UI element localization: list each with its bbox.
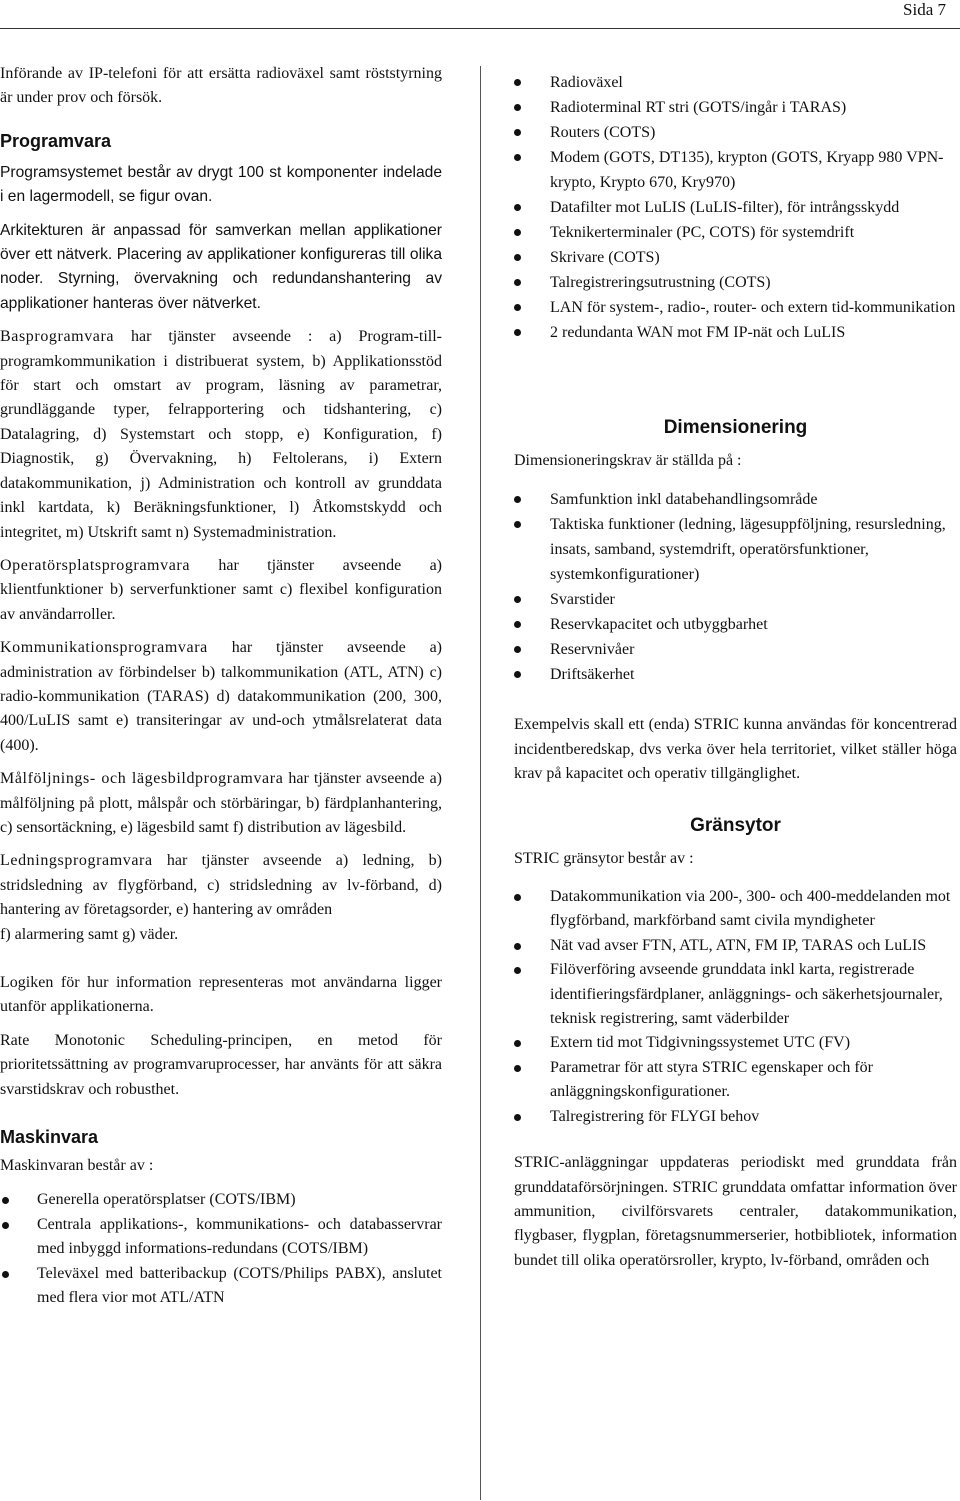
list-item: Televäxel med batteribackup (COTS/Philips PABX), anslutet med flera vior mot ATL/ATN [0,1262,442,1311]
programvara-paragraph-2: Arkitekturen är anpassad för samverkan mellan applikationer över ett nätverk. Placering av applikationer konfigureras till olika noder. Styrning, övervakning och redundanshantering av applikationer hanteras över nätverket. [0,221,442,312]
rate-paragraph: Rate Monotonic Scheduling-principen, en metod för prioritetssättning av programvaruprocesser, har använts för att säkra svarstidskrav och robusthet. [0,1031,442,1098]
bullet-icon [514,104,521,111]
list-item: Talregistrering för FLYGI behov [514,1105,957,1129]
list-item: Skrivare (COTS) [514,245,957,270]
gransytor-list [514,885,957,1129]
bullet-icon [2,1271,9,1278]
list-item: Reservnivåer [514,637,957,662]
malfoljning-paragraph [0,767,442,840]
programvara-heading: Programvara [0,130,112,151]
bullet-icon [514,154,521,161]
bullet-icon [514,204,521,211]
lednings-term: Ledningsprogramvara [0,852,153,870]
bullet-icon [514,304,521,311]
bullet-icon [514,1114,521,1121]
bullet-icon [514,496,521,503]
operatorsplats-paragraph [0,554,442,627]
lednings-text: har tjänster avseende a) ledning, b) stridsledning av flygförband, c) stridsledning av lv-förband, d) hantering av företagsorder, e) hantering av områden [0,852,442,919]
bullet-icon [514,596,521,603]
column-divider [480,66,481,1500]
list-item: Taktiska funktioner (ledning, lägesuppföljning, resursledning, insats, samband, systemdrift, operatörsfunktioner, systemkonfigurationer) [514,512,957,587]
basprogramvara-text: har tjänster avseende : a) Program-till-programkommunikation i distribuerat system, b) Applikationsstöd för start och omstart av program, läsning av parametrar, grundläggande typer, felrapportering och tidshantering, c) Datalagring, d) Systemstart och stopp, e) Konfiguration, f) Diagnostik, g) Övervakning, h) Feltolerans, i) Extern datakommunikation, j) Administration och kontroll av grunddata inkl kartdata, k) Beräkningsfunktioner, l) Åtkomstskydd och integritet, m) Utskrift samt n) Systemadministration. [0,328,443,541]
list-item: Talregistreringsutrustning (COTS) [514,270,957,295]
list-item: Filöverföring avseende grunddata inkl karta, registrerade identifieringsfärdplaner, anläggnings- och säkerhetsjournaler, teknisk registrering, samt väderbilder [514,958,957,1031]
bullet-icon [2,1197,9,1204]
list-item: Teknikerterminaler (PC, COTS) för systemdrift [514,220,957,245]
basprogramvara-paragraph [0,325,442,545]
intro-paragraph: Införande av IP-telefoni för att ersätta radioväxel samt röststyrning är under prov och försök. [0,65,442,107]
hardware-list [514,70,957,345]
gransytor-intro: STRIC gränsytor består av : [514,849,694,867]
list-item: Routers (COTS) [514,120,957,145]
bullet-icon [514,329,521,336]
bullet-icon [514,943,521,950]
kommunikation-paragraph [0,636,442,758]
dimensionering-paragraph: Exempelvis skall ett (enda) STRIC kunna användas för koncentrerad incidentberedskap, dvs verka över hela territoriet, vilket ställer höga krav på kapacitet och operativ tillgänglighet. [514,716,957,783]
kommunikation-term: Kommunikationsprogramvara [0,639,208,657]
dimensionering-heading: Dimensionering [663,417,808,438]
left-column [0,62,442,1310]
bullet-icon [514,671,521,678]
list-item: Extern tid mot Tidgivningssystemet UTC (FV) [514,1031,957,1055]
kommunikation-text: har tjänster avseende a) administration av förbindelser b) talkommunikation (ATL, ATN) c) radio-kommunikation (TARAS) d) datakommunikation (200, 300, 400/LuLIS samt e) transiteringar av und-och ytmålsrelaterat data (400). [0,639,442,754]
gransytor-heading: Gränsytor [690,814,781,836]
bullet-icon [514,254,521,261]
list-item: Generella operatörsplatser (COTS/IBM) [0,1188,442,1212]
lednings-paragraph [0,849,442,922]
list-item: Radioväxel [514,70,957,95]
list-item: 2 redundanta WAN mot FM IP-nät och LuLIS [514,320,957,345]
logiken-paragraph: Logiken för hur information representeras mot användarna ligger utanför applikationerna. [0,974,442,1016]
list-item: Driftsäkerhet [514,662,957,687]
maskinvara-intro: Maskinvaran består av : [0,1157,154,1175]
operatorsplats-term: Operatörsplatsprogramvara [0,556,191,574]
bullet-icon [514,229,521,236]
list-item: Samfunktion inkl databehandlingsområde [514,487,957,512]
page-number: Sida 7 [903,0,946,19]
maskinvara-heading: Maskinvara [0,1127,99,1148]
bullet-icon [514,1065,521,1072]
programvara-paragraph-1: Programsystemet består av drygt 100 st komponenter indelade i en lagermodell, se figur ovan. [0,163,442,206]
list-item: LAN för system-, radio-, router- och extern tid-kommunikation [514,295,957,320]
operatorsplats-text: har tjänster avseende a) klientfunktioner b) serverfunktioner samt c) flexibel konfiguration av användarroller. [0,556,442,623]
malfoljning-text: har tjänster avseende a) målföljning på plott, målspår och störbäringar, b) färdplanhantering, c) sensortäckning, e) lägesbild samt f) distribution av lägesbild. [0,770,442,836]
right-column [514,70,957,1273]
list-item: Nät vad avser FTN, ATL, ATN, FM IP, TARAS och LuLIS [514,934,957,958]
bullet-icon [514,129,521,136]
bullet-icon [514,646,521,653]
lednings-tail: f) alarmering samt g) väder. [0,925,179,943]
dimensionering-list [514,487,957,687]
list-item: Parametrar för att styra STRIC egenskaper och för anläggningskonfigurationer. [514,1056,957,1105]
list-item: Svarstider [514,587,957,612]
maskinvara-list [0,1188,442,1310]
malfoljning-term: Målföljnings- och lägesbildprogramvara [0,770,284,788]
bullet-icon [514,894,521,901]
bullet-icon [514,521,521,528]
header-rule [0,28,960,29]
bullet-icon [514,79,521,86]
list-item: Centrala applikations-, kommunikations- och databasservrar med inbyggd informations-redundans (COTS/IBM) [0,1213,442,1262]
bullet-icon [514,967,521,974]
list-item: Datafilter mot LuLIS (LuLIS-filter), för intrångsskydd [514,195,957,220]
bullet-icon [2,1222,9,1229]
list-item: Modem (GOTS, DT135), krypton (GOTS, Kryapp 980 VPN-krypto, Krypto 670, Kry970) [514,145,957,195]
bullet-icon [514,1040,521,1047]
bullet-icon [514,279,521,286]
basprogramvara-term: Basprogramvara [0,328,115,346]
gransytor-paragraph: STRIC-anläggningar uppdateras periodiskt med grunddata från grunddataförsörjningen. STRIC grunddata omfattar information över ammunition, civilförsvarets centraler, datakommunikation, flygbaser, flygplan, företagsnummerserier, hotbibliotek, information bundet till olika operatörsroller, krypto, lv-förband, områden och [514,1154,957,1269]
dimensionering-intro: Dimensioneringskrav är ställda på : [514,452,742,469]
list-item: Radioterminal RT stri (GOTS/ingår i TARAS) [514,95,957,120]
list-item: Datakommunikation via 200-, 300- och 400-meddelanden mot flygförband, markförband samt civila myndigheter [514,885,957,934]
bullet-icon [514,621,521,628]
list-item: Reservkapacitet och utbyggbarhet [514,612,957,637]
